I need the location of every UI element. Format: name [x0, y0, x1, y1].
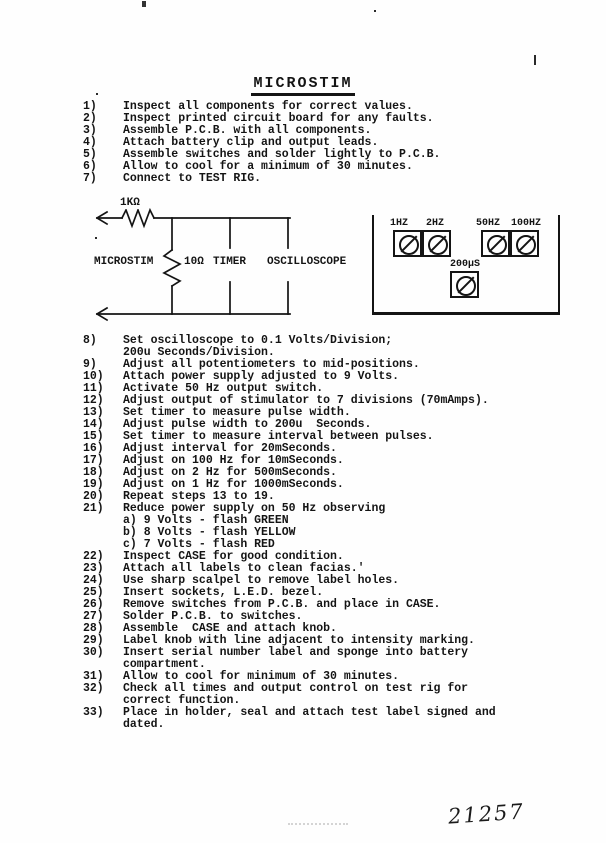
step-number: 15)	[83, 430, 104, 443]
step-text-line: 200u Seconds/Division.	[123, 346, 275, 359]
step-text-line: Place in holder, seal and attach test label signed and	[123, 706, 496, 719]
step-text-line: Insert serial number label and sponge into battery	[123, 646, 469, 659]
screw-slot-icon	[428, 235, 448, 255]
screw-slot-icon	[487, 235, 507, 255]
step-text-line: Adjust on 100 Hz for 10mSeconds.	[123, 454, 344, 467]
switch-box-2hz	[422, 230, 451, 257]
step-number: 17)	[83, 454, 104, 467]
step-number: 22)	[83, 550, 104, 563]
step-number: 19)	[83, 478, 104, 491]
step-text-line: Activate 50 Hz output switch.	[123, 382, 324, 395]
step-text-line: Attach all labels to clean facias.'	[123, 562, 365, 575]
screw-slot-icon	[516, 235, 536, 255]
switch-panel-drawing	[372, 215, 560, 315]
step-number: 5)	[83, 148, 97, 161]
step-text-line: Label knob with line adjacent to intensity marking.	[123, 634, 475, 647]
step-number: 16)	[83, 442, 104, 455]
step-number: 30)	[83, 646, 104, 659]
scan-speck	[374, 10, 376, 12]
screw-slot-icon	[399, 235, 419, 255]
step-number: 26)	[83, 598, 104, 611]
step-text-line: Inspect CASE for good condition.	[123, 550, 344, 563]
step-row	[83, 707, 496, 731]
switch-box-50hz	[481, 230, 510, 257]
step-text-line: Set timer to measure interval between pulses.	[123, 430, 434, 443]
step-number: 1)	[83, 100, 97, 113]
step-number: 2)	[83, 112, 97, 125]
step-number: 21)	[83, 502, 104, 515]
step-text-line: Remove switches from P.C.B. and place in CASE.	[123, 598, 441, 611]
page-title-text: MICROSTIM	[251, 75, 354, 96]
intro-steps-list	[83, 101, 440, 185]
step-text-line: Inspect all components for correct values.	[123, 100, 413, 113]
switch-label-50hz: 50HZ	[476, 218, 501, 229]
step-number: 20)	[83, 490, 104, 503]
step-row	[83, 173, 440, 185]
step-text-line: Attach battery clip and output leads.	[123, 136, 379, 149]
step-text-line: Assemble P.C.B. with all components.	[123, 124, 372, 137]
step-number: 33)	[83, 706, 104, 719]
step-text-line: Allow to cool for minimum of 30 minutes.	[123, 670, 400, 683]
step-number: 13)	[83, 406, 104, 419]
step-text	[123, 335, 392, 359]
handwritten-number: 21257	[447, 799, 526, 829]
step-text-line: Adjust on 1 Hz for 1000mSeconds.	[123, 478, 344, 491]
step-number: 8)	[83, 334, 97, 347]
screw-slot-icon	[456, 276, 476, 296]
switch-label-1hz: 1HZ	[390, 218, 409, 229]
step-number: 11)	[83, 382, 104, 395]
step-text-line: c) 7 Volts - flash RED	[123, 538, 275, 551]
test-steps-list	[83, 335, 496, 731]
step-number: 32)	[83, 682, 104, 695]
step-text-line: Check all times and output control on test rig for	[123, 682, 469, 695]
step-text-line: Attach power supply adjusted to 9 Volts.	[123, 370, 400, 383]
step-number: 31)	[83, 670, 104, 683]
step-text	[123, 173, 261, 185]
step-number: 24)	[83, 574, 104, 587]
switch-label-100hz: 100HZ	[511, 218, 542, 229]
step-text-line: Reduce power supply on 50 Hz observing	[123, 502, 386, 515]
faint-scan-mark	[288, 819, 348, 825]
step-number: 10)	[83, 370, 104, 383]
step-text-line: Inspect printed circuit board for any faults.	[123, 112, 434, 125]
scan-tick-mark	[534, 55, 536, 65]
step-text-line: b) 8 Volts - flash YELLOW	[123, 526, 296, 539]
switch-label-200us: 200µS	[450, 259, 481, 270]
page-title	[0, 74, 606, 96]
step-number: 12)	[83, 394, 104, 407]
step-text	[123, 707, 496, 731]
resistor-10-label: 10Ω	[184, 256, 204, 268]
step-text	[123, 503, 385, 551]
step-text-line: Assemble CASE and attach knob.	[123, 622, 337, 635]
step-text-line: a) 9 Volts - flash GREEN	[123, 514, 289, 527]
step-text-line: Connect to TEST RIG.	[123, 172, 262, 185]
step-number: 23)	[83, 562, 104, 575]
switch-label-2hz: 2HZ	[426, 218, 445, 229]
step-text-line: Set oscilloscope to 0.1 Volts/Division;	[123, 334, 393, 347]
step-number: 4)	[83, 136, 97, 149]
microstim-label: MICROSTIM	[94, 256, 154, 268]
step-text-line: Adjust interval for 20mSeconds.	[123, 442, 337, 455]
step-number: 27)	[83, 610, 104, 623]
step-text-line: Assemble switches and solder lightly to P.C.B.	[123, 148, 441, 161]
step-row	[83, 647, 496, 671]
scan-speck	[142, 1, 146, 7]
step-text-line: Solder P.C.B. to switches.	[123, 610, 303, 623]
step-text-line: Repeat steps 13 to 19.	[123, 490, 275, 503]
step-text-line: Adjust on 2 Hz for 500mSeconds.	[123, 466, 337, 479]
step-number: 29)	[83, 634, 104, 647]
step-text	[123, 647, 468, 671]
test-rig-circuit-diagram	[88, 196, 358, 331]
step-row	[83, 683, 496, 707]
step-row	[83, 335, 496, 359]
step-number: 18)	[83, 466, 104, 479]
step-text-line: Insert sockets, L.E.D. bezel.	[123, 586, 324, 599]
switch-box-200us	[450, 271, 479, 298]
step-number: 25)	[83, 586, 104, 599]
step-text-line: Allow to cool for a minimum of 30 minutes.	[123, 160, 413, 173]
step-text	[123, 683, 468, 707]
oscilloscope-label: OSCILLOSCOPE	[267, 256, 347, 268]
step-number: 14)	[83, 418, 104, 431]
step-text-line: Adjust pulse width to 200u Seconds.	[123, 418, 372, 431]
step-text-line: Set timer to measure pulse width.	[123, 406, 351, 419]
step-number: 6)	[83, 160, 97, 173]
step-number: 9)	[83, 358, 97, 371]
step-number: 7)	[83, 172, 97, 185]
switch-box-1hz	[393, 230, 422, 257]
step-text-line: Adjust output of stimulator to 7 divisions (70mAmps).	[123, 394, 489, 407]
switch-box-100hz	[510, 230, 539, 257]
resistor-1k-label: 1KΩ	[120, 197, 140, 209]
step-text-line: compartment.	[123, 658, 206, 671]
step-text-line: correct function.	[123, 694, 241, 707]
step-number: 3)	[83, 124, 97, 137]
timer-label: TIMER	[213, 256, 247, 268]
step-text-line: Adjust all potentiometers to mid-positions.	[123, 358, 420, 371]
step-text-line: Use sharp scalpel to remove label holes.	[123, 574, 400, 587]
step-row	[83, 503, 496, 551]
step-text-line: dated.	[123, 718, 165, 731]
step-number: 28)	[83, 622, 104, 635]
